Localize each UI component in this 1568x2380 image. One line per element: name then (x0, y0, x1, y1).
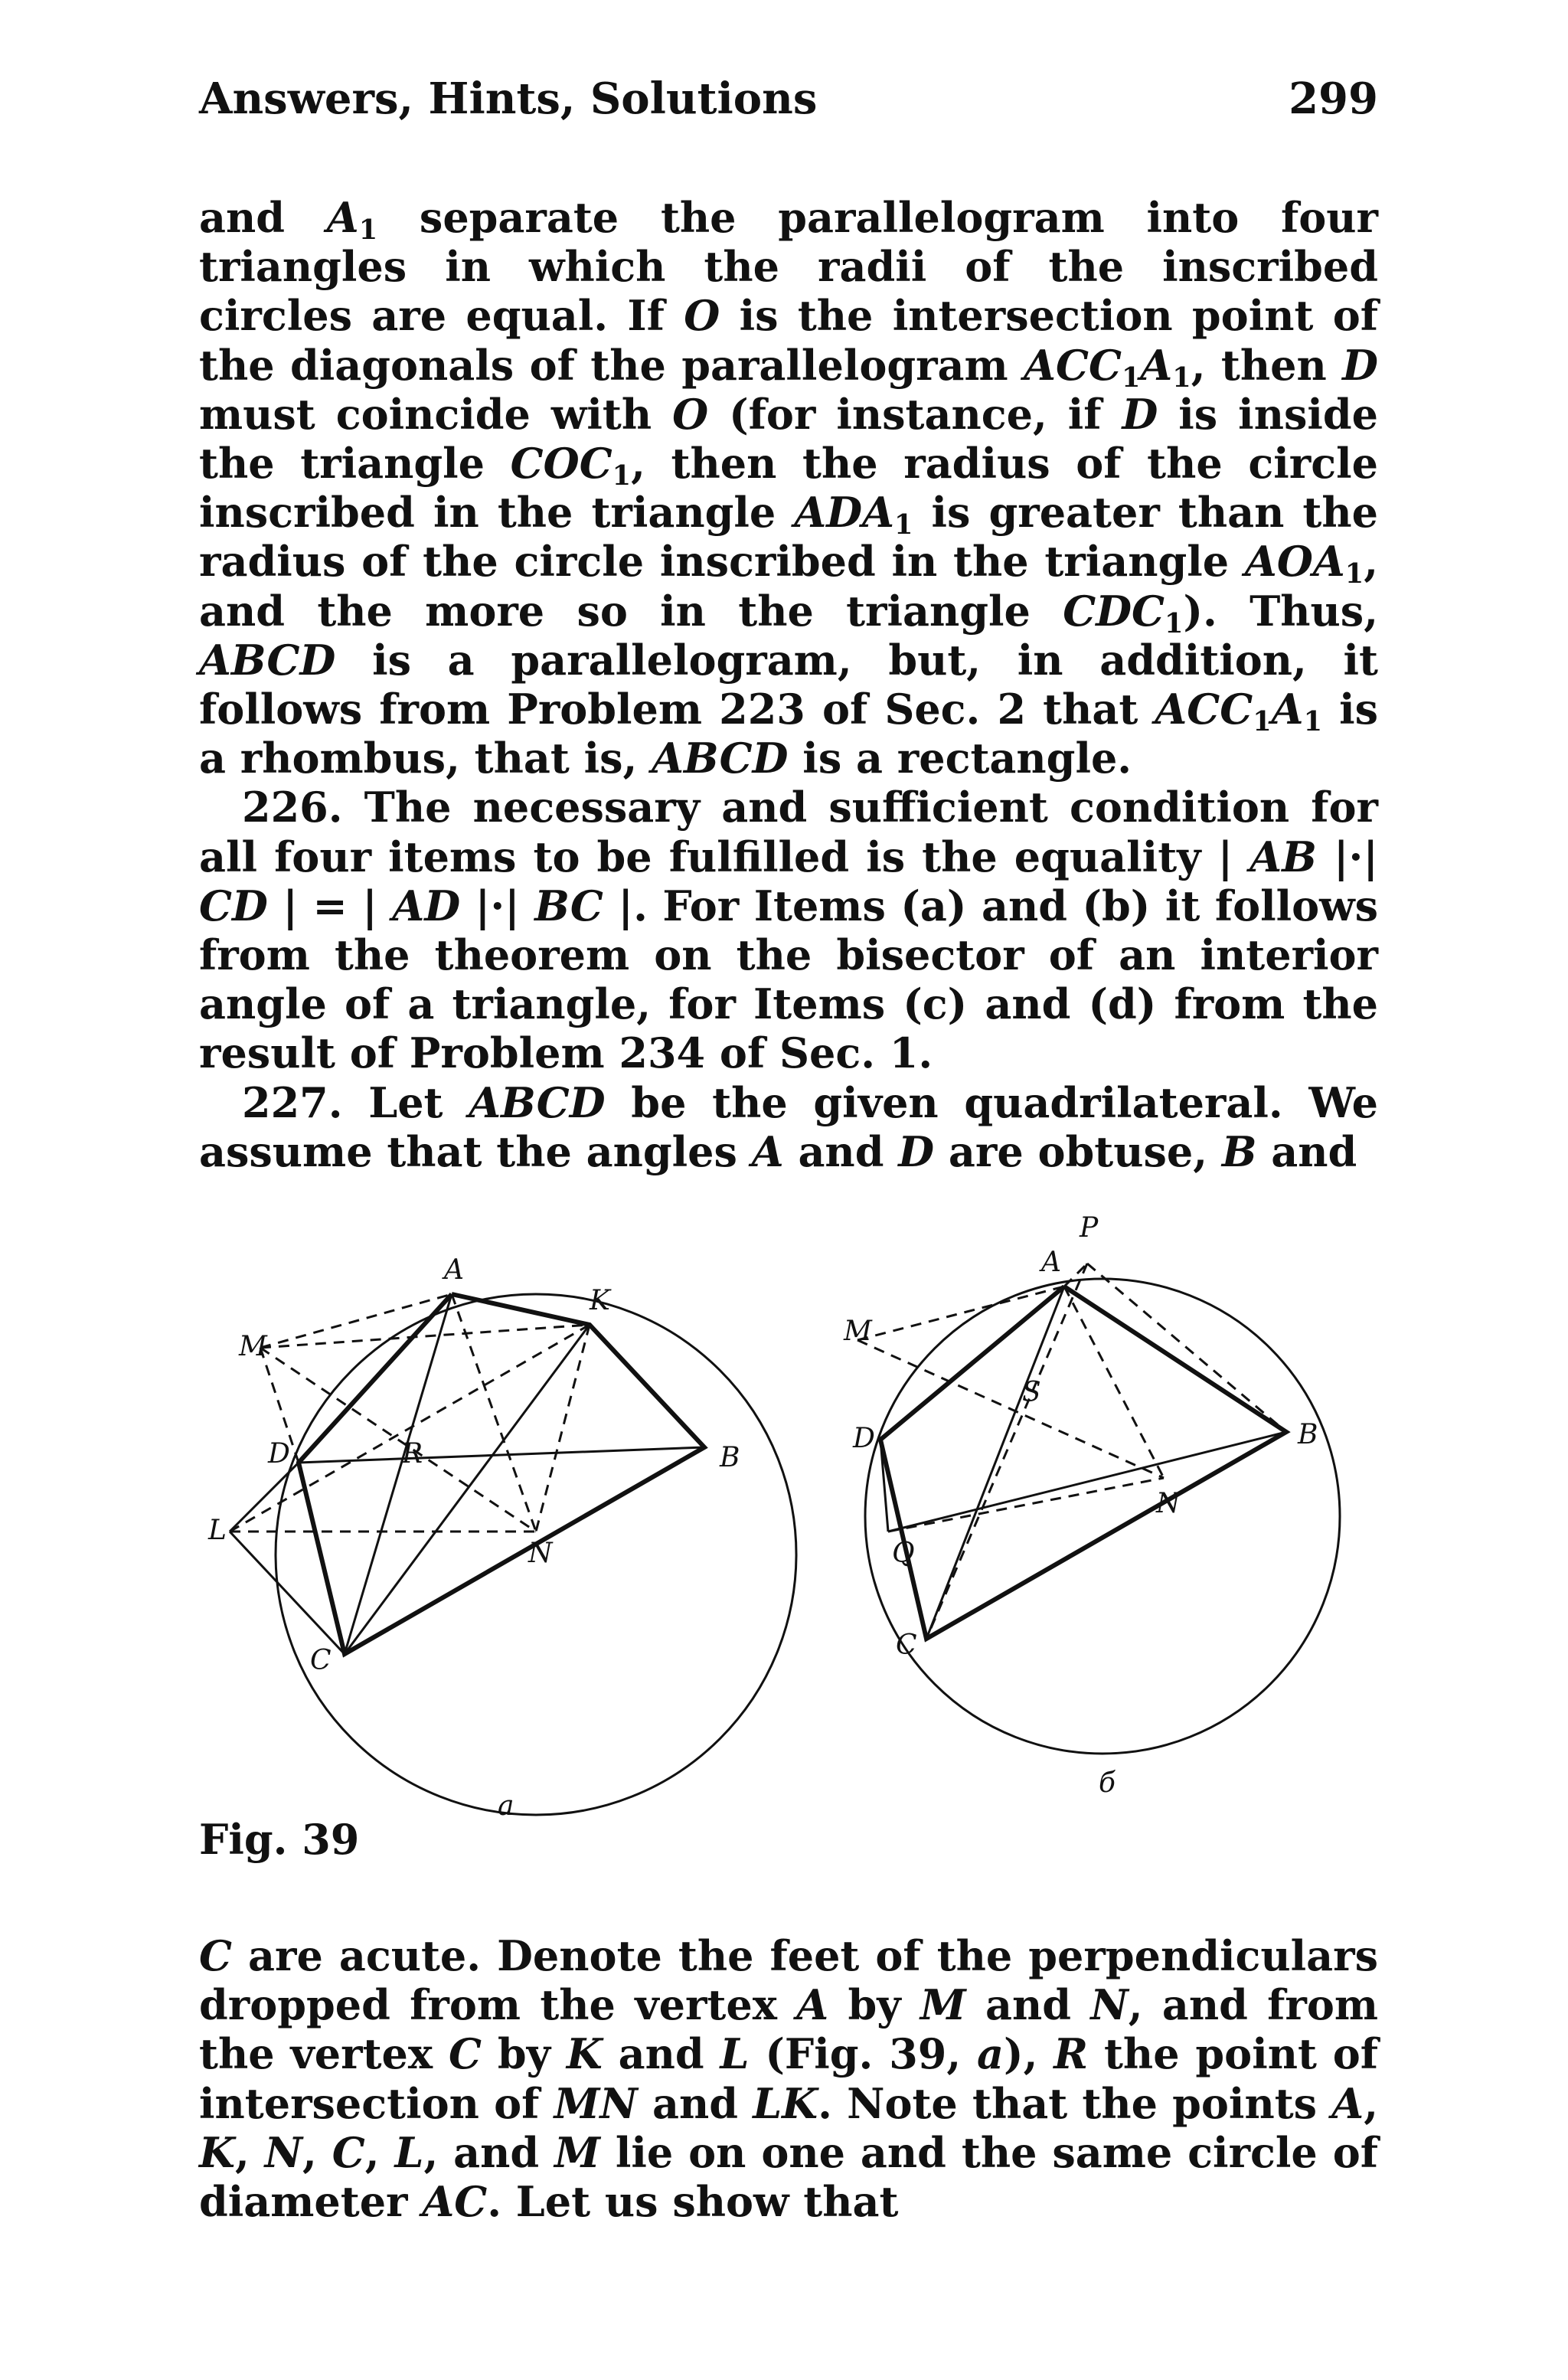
math-symbol: MN (554, 2078, 638, 2128)
label-d-a: D (268, 1438, 290, 1470)
paragraph-226 (199, 783, 1378, 1077)
line-cl-a (230, 1532, 345, 1654)
text-run: is inside the triangle (199, 389, 1378, 489)
running-header (199, 74, 1378, 124)
subscript: 1 (1303, 705, 1322, 737)
page-number: 299 (1289, 74, 1378, 124)
subscript: 1 (358, 214, 378, 246)
text-run: , then the radius of the circle inscribed in the triangle (199, 439, 1378, 538)
text-run: lie on one and the same circle of diameter (199, 2127, 1378, 2227)
math-symbol: C (448, 2029, 482, 2079)
math-symbol: A (796, 1980, 829, 2030)
math-symbol: COC (510, 439, 612, 489)
math-symbol: A (751, 1126, 784, 1176)
header-title: Answers, Hints, Solutions (199, 74, 818, 124)
paragraph-227 (199, 1078, 1378, 1176)
paragraph-continuation (199, 193, 1378, 783)
line-qb-b (888, 1432, 1286, 1532)
math-symbol: ABCD (652, 734, 789, 783)
text-run: and (602, 2029, 720, 2079)
text-run: must coincide with (199, 389, 673, 439)
math-symbol: A (1331, 2078, 1364, 2128)
diagonal-bd-a (299, 1447, 704, 1463)
text-run: (Fig. 39, (749, 2029, 978, 2079)
label-c-b: C (896, 1630, 917, 1661)
quadrilateral-abcd-b (880, 1286, 1286, 1639)
subscript: 1 (1253, 705, 1272, 737)
math-symbol: N (1090, 1980, 1129, 2030)
line-pb-b (1087, 1264, 1286, 1432)
math-symbol: O (672, 389, 709, 439)
math-symbol: AC (422, 2177, 488, 2227)
line-mk-a (260, 1325, 590, 1348)
text-run: | = | (267, 881, 393, 930)
label-d-b: D (853, 1423, 875, 1454)
line-kn-a (536, 1325, 590, 1532)
text-run: separate the parallelogram into four triangles in which the radii of the inscribed circles are equal. If (199, 193, 1378, 341)
label-l-a: L (208, 1515, 227, 1546)
text-run: , and from the vertex (199, 1980, 1378, 2079)
math-symbol: N (264, 2127, 303, 2177)
math-symbol: D (1122, 389, 1158, 439)
paragraph-after-figure (199, 1931, 1378, 2226)
text-run: the point of intersection of (199, 2029, 1379, 2128)
text-run: is greater than the radius of the circle inscribed in the triangle (199, 488, 1378, 587)
figure-39a-diagram (208, 1210, 812, 1838)
math-symbol: K (199, 2127, 235, 2177)
sublabel-b: б (1099, 1767, 1116, 1799)
text-run: be the given quadrilateral. We assume that the angles (199, 1077, 1379, 1176)
text-run: is the intersection point of the diagonals of the parallelogram (199, 291, 1378, 390)
text-run: |·| (1316, 832, 1378, 881)
text-run: , (1364, 2078, 1378, 2128)
sublabel-a: a (498, 1790, 514, 1822)
math-symbol: D (898, 1126, 935, 1176)
text-run: (for instance, if (708, 389, 1122, 439)
text-run: are acute. Denote the feet of the perpendiculars dropped from the vertex (199, 1931, 1378, 2030)
text-block-top (199, 193, 1378, 1176)
figure-39b-diagram (844, 1210, 1393, 1838)
math-symbol: CDC (1063, 586, 1165, 636)
math-symbol: AD (392, 881, 461, 930)
math-symbol: L (720, 2029, 750, 2079)
math-symbol: R (1054, 2029, 1089, 2079)
text-run: . Note that the points (818, 2078, 1332, 2128)
math-symbol: AB (1250, 832, 1317, 881)
math-symbol: A (1140, 340, 1173, 390)
label-q-b: Q (892, 1538, 915, 1569)
math-symbol: ACC (1024, 340, 1122, 390)
text-run: 226. The necessary and sufficient condition for all four items to be fulfilled is the equality | (199, 783, 1378, 881)
math-symbol: C (332, 2127, 365, 2177)
label-k-a: K (590, 1285, 610, 1316)
label-p-b: P (1080, 1212, 1099, 1244)
math-symbol: CD (199, 881, 268, 930)
math-symbol: ABCD (199, 635, 336, 685)
math-symbol: BC (534, 881, 603, 930)
label-s-b: S (1022, 1377, 1041, 1408)
text-run: , and (423, 2127, 555, 2177)
line-cn-b (926, 1286, 1064, 1639)
label-n-a: N (528, 1538, 553, 1569)
math-symbol: AOA (1244, 537, 1345, 587)
line-mp-b (1064, 1264, 1087, 1286)
text-run: , and the more so in the triangle (199, 537, 1378, 636)
text-run: ), (1004, 2029, 1054, 2079)
label-b-b: B (1298, 1419, 1318, 1450)
text-run: is a rhombus, that is, (199, 685, 1378, 783)
math-symbol: C (199, 1931, 232, 1980)
subscript: 1 (1344, 558, 1364, 590)
label-m-b: M (844, 1316, 872, 1347)
line-ld-a (230, 1463, 299, 1532)
text-run: 227. Let (242, 1077, 469, 1127)
math-symbol: K (566, 2029, 603, 2079)
math-symbol: ADA (794, 488, 894, 538)
text-run: , (302, 2127, 332, 2177)
label-m-a: M (239, 1331, 267, 1362)
line-lk-a (230, 1325, 590, 1532)
subscript: 1 (893, 508, 913, 541)
text-run: |. For Items (a) and (b) it follows from the theorem on the bisector of an interior angle of a triangle, for Items (c) and (d) from the result of Problem 234 of Sec. 1. (199, 881, 1379, 1078)
text-run: ). Thus, (1183, 586, 1378, 636)
text-run: , (364, 2127, 395, 2177)
math-symbol: B (1221, 1126, 1257, 1176)
text-run: by (828, 1980, 920, 2030)
subscript: 1 (1121, 361, 1141, 394)
text-run: are obtuse, (934, 1126, 1222, 1176)
text-run: and (199, 193, 327, 242)
figure-caption: Fig. 39 (199, 1815, 360, 1864)
math-symbol: D (1342, 340, 1378, 390)
line-mn-b (858, 1340, 1164, 1478)
text-run: and (783, 1126, 899, 1176)
math-symbol: M (920, 1980, 966, 2030)
label-a-a: A (444, 1254, 464, 1286)
text-run: , (234, 2127, 265, 2177)
label-r-a: R (402, 1438, 423, 1470)
circle-b (865, 1279, 1340, 1754)
text-run: and (965, 1980, 1091, 2030)
math-symbol: O (684, 291, 720, 341)
subscript: 1 (1172, 361, 1191, 394)
subscript: 1 (612, 459, 632, 492)
text-run: and (1256, 1126, 1357, 1176)
math-symbol: LK (753, 2078, 818, 2128)
label-c-a: C (310, 1645, 332, 1676)
text-run: is a parallelogram, but, in addition, it follows from Problem 223 of Sec. 2 that (199, 635, 1378, 734)
label-b-a: B (720, 1442, 740, 1473)
text-block-bottom (199, 1931, 1378, 2226)
math-symbol: A (1271, 685, 1304, 734)
text-run: . Let us show that (487, 2177, 899, 2227)
math-symbol: A (326, 193, 359, 242)
text-run: and (637, 2078, 753, 2128)
subscript: 1 (1165, 607, 1184, 639)
math-symbol: ABCD (469, 1077, 606, 1127)
line-ps-b (926, 1264, 1087, 1639)
text-run: |·| (460, 881, 535, 930)
label-n-b: N (1156, 1488, 1181, 1519)
math-symbol: a (977, 2029, 1004, 2079)
text-run: by (481, 2029, 567, 2079)
math-symbol: M (554, 2127, 600, 2177)
text-run: , then (1191, 340, 1343, 390)
text-run: is a rectangle. (788, 734, 1132, 783)
math-symbol: L (394, 2127, 424, 2177)
math-symbol: ACC (1155, 685, 1253, 734)
label-a-b: A (1041, 1247, 1061, 1278)
